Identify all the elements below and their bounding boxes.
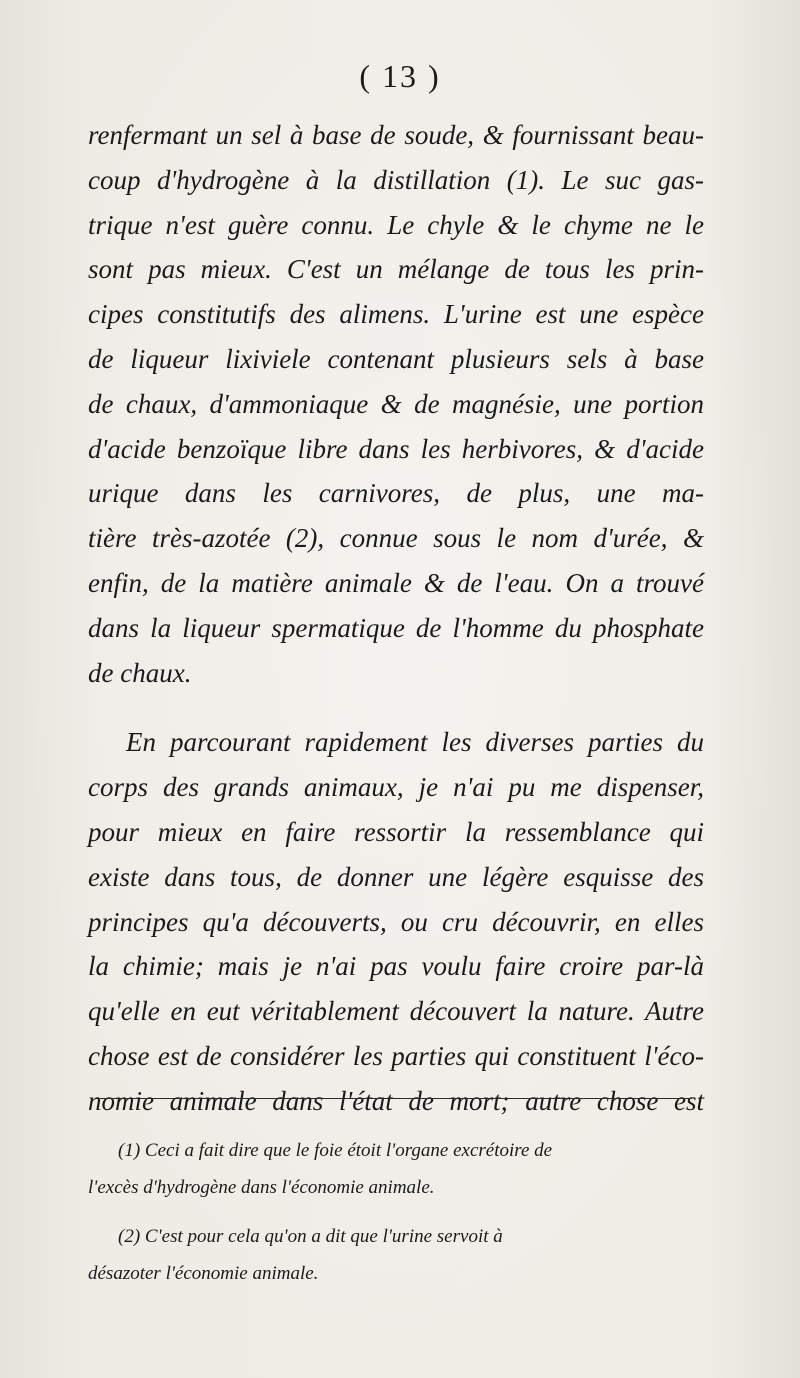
text-line: principes qu'a découverts, ou cru découvrir, en elles (88, 906, 704, 937)
text-line: d'acide benzoïque libre dans les herbivores, & d'acide (88, 433, 704, 464)
paragraph (88, 720, 704, 1123)
page-number: ( 13 ) (359, 58, 441, 94)
text-line: existe dans tous, de donner une légère esquisse des (88, 861, 704, 892)
text-line: qu'elle en eut véritablement découvert la nature. Autre (88, 996, 704, 1027)
footnote (88, 1132, 704, 1206)
body-text (88, 113, 704, 1124)
text-line: de chaux. (88, 657, 192, 688)
text-line: enfin, de la matière animale & de l'eau. On a trouvé (88, 567, 704, 598)
text-line: coup d'hydrogène à la distillation (1). Le suc gas- (88, 164, 704, 195)
footnote-line: désazoter l'économie animale. (88, 1263, 319, 1284)
text-line: pour mieux en faire ressortir la ressemblance qui (88, 816, 704, 847)
footnote-spacer (88, 1206, 704, 1218)
text-line: nomie animale dans l'état de mort; autre chose est (88, 1085, 704, 1116)
footnotes (88, 1132, 704, 1292)
text-line: En parcourant rapidement les diverses parties du (126, 727, 704, 758)
footnote-line: (1) Ceci a fait dire que le foie étoit l'organe excrétoire de (118, 1140, 553, 1161)
text-line: de chaux, d'ammoniaque & de magnésie, une portion (88, 388, 704, 419)
paragraph (88, 113, 704, 695)
text-line: renfermant un sel à base de soude, & fournissant beau- (88, 120, 704, 150)
text-line: de liqueur lixiviele contenant plusieurs sels à base (88, 343, 704, 374)
text-line: dans la liqueur spermatique de l'homme du phosphate (88, 612, 704, 643)
footnote-line: l'excès d'hydrogène dans l'économie animale. (88, 1177, 435, 1198)
text-line: corps des grands animaux, je n'ai pu me dispenser, (88, 772, 704, 803)
text-line: urique dans les carnivores, de plus, une ma- (88, 478, 704, 509)
text-line: tière très-azotée (2), connue sous le nom d'urée, & (88, 523, 704, 554)
text-line: la chimie; mais je n'ai pas voulu faire croire par-là (88, 951, 704, 982)
footnote-divider (100, 1098, 692, 1099)
text-line: trique n'est guère connu. Le chyle & le chyme ne le (88, 209, 704, 240)
text-line: cipes constitutifs des alimens. L'urine est une espèce (88, 299, 704, 330)
footnote (88, 1218, 704, 1292)
text-line: sont pas mieux. C'est un mélange de tous les prin- (88, 254, 704, 285)
footnote-line: (2) C'est pour cela qu'on a dit que l'urine servoit à (118, 1226, 503, 1247)
text-line: chose est de considérer les parties qui constituent l'éco- (88, 1040, 704, 1071)
paragraph-spacer (88, 695, 704, 720)
